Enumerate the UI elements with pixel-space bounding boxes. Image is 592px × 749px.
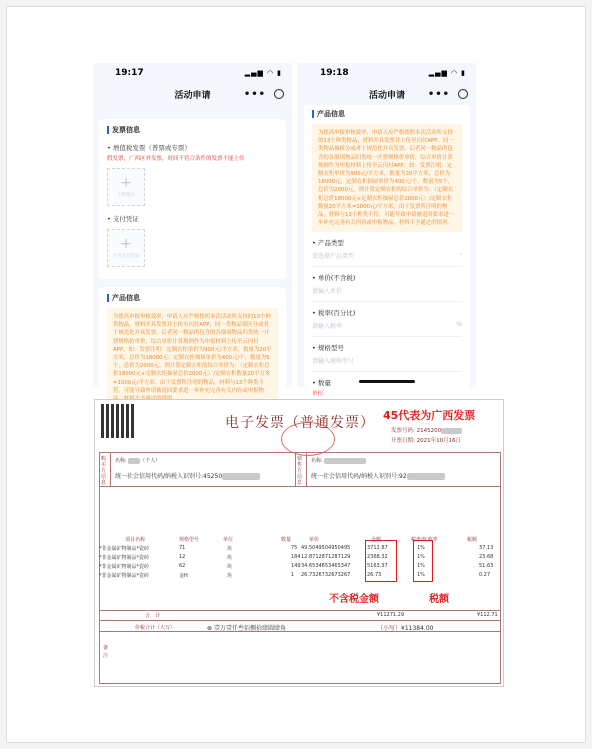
total-label: 合 计 [145, 613, 161, 619]
form-field-input[interactable]: 请输入税率 % [312, 321, 462, 331]
table-cell-name: *非金属矿物制品*瓷砖 [99, 555, 150, 561]
more-icon[interactable]: ••• [243, 88, 266, 100]
table-column-header: 单位 [223, 537, 234, 543]
table-cell-spec: 62 [179, 563, 186, 569]
table-column-header: 数量 [281, 537, 292, 543]
highlight-rate [413, 540, 433, 582]
annotation-region: 45代表为广西发票 [383, 409, 476, 422]
payment-label: • 支付凭证 [107, 215, 139, 223]
form-field-input[interactable]: 请输入单价 [312, 288, 343, 296]
invoice-date: 开票日期: 2021年10月16日 [391, 438, 462, 444]
table-cell-price: 34.6534653465347 [301, 563, 351, 569]
buyer-tax-id: 统一社会信用代码/纳税人识别号:45250 [115, 471, 260, 480]
form-field-input[interactable]: 请输入规格型号 [312, 358, 355, 366]
annotation-amount: 不含税金额 [329, 594, 379, 605]
signal-wifi-battery-icon: ▂▄▆ ◠ ▮ [244, 69, 282, 77]
total-tax: ¥112.71 [477, 612, 498, 618]
status-bar [93, 63, 292, 83]
buyer-side-label: 购买方信息 [101, 456, 107, 486]
table-cell-unit: 块 [227, 546, 233, 552]
grand-total-words: ⊗ 壹万壹仟叁佰捌拾肆圆肆角 [207, 625, 286, 632]
invoice-image [94, 399, 504, 687]
form-field-unit: 单位: [312, 391, 325, 398]
form-field[interactable] [312, 267, 462, 302]
invoice-seal [281, 422, 335, 456]
table-cell-name: *非金属矿物制品*瓷砖 [99, 546, 150, 552]
table-cell-amount: 3712.87 [367, 545, 388, 551]
grand-total-small: （小写）¥11384.00 [377, 625, 434, 632]
status-bar [298, 63, 476, 83]
phone-screenshot-left [93, 63, 292, 394]
highlight-amount [365, 540, 397, 582]
invoice-number: 发票号码: 2145200 [391, 426, 462, 434]
product-info-card [99, 287, 286, 414]
table-column-header: 税额 [467, 537, 478, 543]
table-cell-name: *非金属矿物制品*瓷砖 [99, 564, 150, 570]
invoice-info-card [99, 119, 286, 279]
table-cell-rate: 1% [417, 572, 425, 578]
plus-icon: + [120, 236, 132, 252]
status-time: 19:18 [320, 68, 349, 78]
table-cell-tax: 51.63 [479, 563, 494, 569]
table-cell-tax: 23.68 [479, 554, 494, 560]
more-icon[interactable]: ••• [427, 88, 450, 100]
table-cell-tax: 0.27 [479, 572, 491, 578]
seller-name: 名称: [311, 457, 366, 464]
table-cell-spec: 金H [179, 573, 188, 579]
form-field-label: • 税率(百分比) [312, 309, 356, 318]
page-title: 活动申请 [174, 90, 211, 101]
form-field-input[interactable]: 请选择产品类型 › [312, 251, 462, 261]
close-icon[interactable] [274, 89, 284, 99]
table-cell-tax: 37.13 [479, 545, 494, 551]
product-form [312, 232, 462, 417]
table-cell-spec: 12 [179, 554, 186, 560]
buyer-name: 名称: （个人） [115, 458, 161, 464]
status-time: 19:17 [115, 68, 144, 78]
table-cell-unit: 块 [227, 573, 233, 579]
table-column-header: 规格型号 [179, 537, 200, 543]
phone-screenshot-right [298, 63, 476, 398]
table-cell-price: 26.7326732673267 [301, 572, 351, 578]
home-indicator [359, 380, 415, 383]
form-field-label: • 数量 [312, 379, 331, 388]
table-cell-amount: 2368.32 [367, 554, 388, 560]
table-cell-rate: 1% [417, 545, 425, 551]
table-cell-unit: 块 [227, 564, 233, 570]
invoice-title: 电子发票（普通发票） [225, 415, 375, 431]
table-cell-qty: 75 [291, 545, 298, 551]
table-cell-spec: 71 [179, 545, 186, 551]
upload-invoice-image-button[interactable]: + 上传图片 [107, 168, 145, 206]
notice-text: 为提高申报审核效率，申请人应严格按照本次活动所支持的13个种类物品，材料开具发票并上传至闪付APP，同一类物品要区分或者于规范化开具发票。后者同一物品所包含的各细项物品归类统一开票规格价单价，综合单价计算规则作为申报材料上传至云闪付APP。如：发票注明：定制衣柜单价为900元/平方米，数量为20平方米，总价为18000元；定制衣柜抽屉单价为400元/个，数量为5个，总价为2000元。则计算定制衣柜的综合单价为：（定制衣柜总价18000元+定制衣柜抽屉总价2000元）/定制衣柜数量20平方米=1000元/平方米。由于发票所注明的物品，材料与13个种类不符，可能导致申请被退回要求进一步补充完善有关内容或申报物 [107, 308, 278, 408]
invoice-type-label: • 增值税发票（普票或专票） [107, 144, 191, 152]
plus-icon: + [120, 175, 132, 191]
table-cell-unit: 块 [227, 555, 233, 561]
notice-text: 为提高申报审核效率，申请人应严格按照本次活动所支持的13个种类物品，材料开具发票并上传至闪付APP。同一类物品被拆分或者于规范化开具发票。后者同一物品所包含的各细项物品归类统一开票规格价单价，综合单价计算规则作为申报材料上传至云闪付APP。如：发票注明：定制衣柜单价为900元/平方米，数量为20平方米，总价为18000元；定制衣柜抽屉单价为400元/个，数量为5个，总价为2000元，则计算定制衣柜的综合单价为：（定制衣柜总价18000元+定制衣柜抽屉总价2000元）/定制衣柜数量20平方米=1000元/平方米。由于发票所注明的物品，材料与13个种类不符，可能导致申请被退回要求进一步补充完善有关内容或申报物品，材料不予通过的情形。 [312, 124, 462, 232]
nav-bar [298, 83, 476, 105]
form-field[interactable] [312, 302, 462, 337]
invoice-warning: 假发票，广西区外发票，时间不符合条件的发票不能上传 [107, 156, 245, 162]
table-cell-qty: 184 [291, 554, 301, 560]
form-field[interactable] [312, 337, 462, 372]
nav-bar [93, 83, 292, 105]
table-cell-price: 49.5049504950495 [301, 545, 351, 551]
close-icon[interactable] [458, 89, 468, 99]
section-title-invoice: 发票信息 [107, 125, 278, 135]
table-cell-qty: 1 [291, 572, 295, 578]
signal-wifi-battery-icon: ▂▄▆ ◠ ▮ [428, 69, 466, 77]
seller-side-label: 销售方信息 [297, 456, 303, 486]
table-column-header: 项目名称 [125, 537, 146, 543]
section-title-product: 产品信息 [312, 109, 462, 119]
table-column-header: 单价 [309, 537, 320, 543]
total-amount: ¥11271.29 [377, 612, 405, 618]
table-cell-price: 12.8712871287129 [301, 554, 351, 560]
table-cell-qty: 149 [291, 563, 301, 569]
table-cell-amount: 5163.37 [367, 563, 388, 569]
form-field-label: • 单价(不含税) [312, 274, 356, 283]
document-page [6, 6, 586, 743]
table-cell-rate: 1% [417, 563, 425, 569]
annotation-tax: 税额 [429, 594, 449, 605]
seller-tax-id: 统一社会信用代码/纳税人识别号:92 [311, 471, 445, 480]
table-cell-rate: 1% [417, 554, 425, 560]
table-cell-name: *非金属矿物制品*瓷砖 [99, 573, 150, 579]
section-title-product: 产品信息 [107, 293, 278, 303]
grand-total-label: 价税合计（大写） [135, 625, 176, 631]
page-title: 活动申请 [368, 90, 405, 101]
remark-label: 备 注 [103, 645, 114, 659]
product-info-card [304, 105, 470, 423]
table-cell-amount: 26.73 [367, 572, 382, 578]
table-column-header: 税率/征收率 [411, 537, 438, 543]
form-field-label: • 产品类型 [312, 239, 344, 248]
qr-code [101, 404, 135, 438]
table-column-header: 金额 [371, 537, 382, 543]
upload-payment-button[interactable]: + 上传支付凭证 [107, 229, 145, 267]
form-field[interactable] [312, 232, 462, 267]
form-field-label: • 规格型号 [312, 344, 344, 353]
